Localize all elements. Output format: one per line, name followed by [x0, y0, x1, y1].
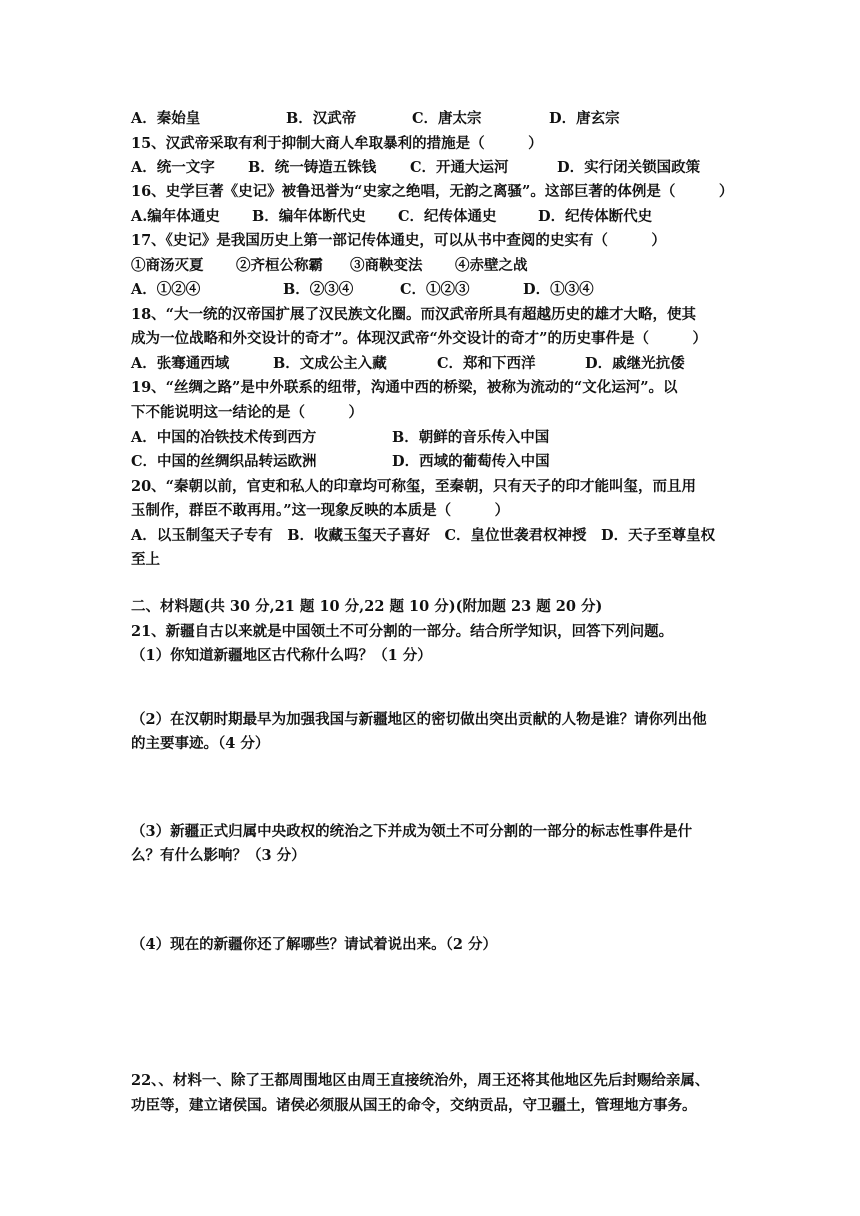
q14-options	[131, 109, 741, 129]
q19-option-a: A．中国的冶铁技术传到西方	[131, 429, 317, 446]
q20-options: A．以玉制玺天子专有 B．收藏玉玺天子喜好 C．皇位世袭君权神授 D．天子至尊皇权	[131, 527, 716, 544]
q16-option-c: C．纪传体通史	[398, 208, 497, 225]
section2-heading: 二、材料题(共 30 分,21 题 10 分,22 题 10 分)(附加题 23 题 20 分)	[131, 598, 603, 615]
q18-option-d: D．戚继光抗倭	[585, 355, 685, 372]
q20-options-continued: 至上	[131, 551, 160, 568]
q19-option-b: B．朝鲜的音乐传入中国	[392, 429, 550, 446]
q17-item-4: ④赤壁之战	[455, 257, 528, 274]
q18-option-a: A．张骞通西域	[131, 355, 230, 372]
q19-options-row2	[131, 452, 741, 472]
q18-stem-line2: 成为一位战略和外交设计的奇才”。体现汉武帝“外交设计的奇才”的历史事件是（ ）	[131, 330, 708, 347]
q15-option-a: A．统一文字	[131, 159, 215, 176]
q21-stem: 21、新疆自古以来就是中国领土不可分割的一部分。结合所学知识，回答下列问题。	[131, 623, 674, 640]
q16-stem: 16、史学巨著《史记》被鲁迅誉为“史家之绝唱，无韵之离骚”。这部巨著的体例是（ ）	[131, 183, 734, 200]
q20-stem-line1: 20、“秦朝以前，官吏和私人的印章均可称玺，至秦朝，只有天子的印才能叫玺，而且用	[131, 478, 697, 495]
q20-stem-line2: 玉制作，群臣不敢再用。”这一现象反映的本质是（ ）	[131, 502, 510, 519]
q17-item-1: ①商汤灭夏	[131, 257, 204, 274]
q21-sub2-line2: 的主要事迹。（4 分）	[131, 735, 270, 752]
q16-option-d: D．纪传体断代史	[538, 208, 653, 225]
q19-option-d: D．西域的葡萄传入中国	[392, 453, 550, 470]
q17-stem: 17、《史记》是我国历史上第一部记传体通史，可以从书中查阅的史实有（ ）	[131, 232, 666, 249]
q19-stem-line2: 下不能说明这一结论的是（ ）	[131, 404, 363, 421]
q17-option-d: D．①③④	[523, 281, 594, 298]
q21-sub1: （1）你知道新疆地区古代称什么吗？（1 分）	[131, 647, 432, 664]
q17-option-a: A．①②④	[131, 281, 201, 298]
q21-sub2-line1: （2）在汉朝时期最早为加强我国与新疆地区的密切做出突出贡献的人物是谁？请你列出他	[131, 711, 707, 728]
q14-option-a: A．秦始皇	[131, 110, 201, 127]
q14-option-c: C．唐太宗	[412, 110, 482, 127]
q18-option-c: C．郑和下西洋	[437, 355, 536, 372]
q16-option-b: B．编年体断代史	[252, 208, 366, 225]
q19-option-c: C．中国的丝绸织品转运欧洲	[131, 453, 317, 470]
q17-option-c: C．①②③	[400, 281, 470, 298]
q16-options	[131, 207, 741, 227]
q17-item-2: ②齐桓公称霸	[236, 257, 323, 274]
q14-option-d: D．唐玄宗	[549, 110, 620, 127]
q18-option-b: B．文成公主入藏	[273, 355, 387, 372]
q19-stem-line1: 19、“丝绸之路”是中外联系的纽带，沟通中西的桥梁，被称为流动的“文化运河”。以	[131, 379, 678, 396]
q18-options	[131, 354, 741, 374]
q22-line2: 功臣等，建立诸侯国。诸侯必须服从国王的命令，交纳贡品，守卫疆土，管理地方事务。	[131, 1097, 697, 1114]
q17-items	[131, 256, 741, 276]
q17-item-3: ③商鞅变法	[350, 257, 423, 274]
q21-sub3-line1: （3）新疆正式归属中央政权的统治之下并成为领土不可分割的一部分的标志性事件是什	[131, 823, 693, 840]
q15-option-b: B．统一铸造五铢钱	[248, 159, 377, 176]
q15-option-c: C．开通大运河	[410, 159, 509, 176]
q16-option-a: A.编年体通史	[131, 208, 220, 225]
q22-line1: 22、、材料一、除了王都周围地区由周王直接统治外，周王还将其他地区先后封赐给亲属、	[131, 1072, 710, 1089]
q14-option-b: B．汉武帝	[286, 110, 357, 127]
q21-sub4: （4）现在的新疆你还了解哪些？请试着说出来。（2 分）	[131, 936, 497, 953]
q21-sub3-line2: 么？有什么影响？（3 分）	[131, 847, 306, 864]
q15-stem: 15、汉武帝采取有利于抑制大商人牟取暴利的措施是（ ）	[131, 135, 543, 152]
q19-options-row1	[131, 428, 741, 448]
q17-option-b: B．②③④	[283, 281, 354, 298]
q15-options	[131, 158, 741, 178]
q18-stem-line1: 18、“大一统的汉帝国扩展了汉民族文化圈。而汉武帝所具有超越历史的雄才大略，使其	[131, 306, 697, 323]
q17-options	[131, 280, 741, 300]
q15-option-d: D．实行闭关锁国政策	[557, 159, 701, 176]
